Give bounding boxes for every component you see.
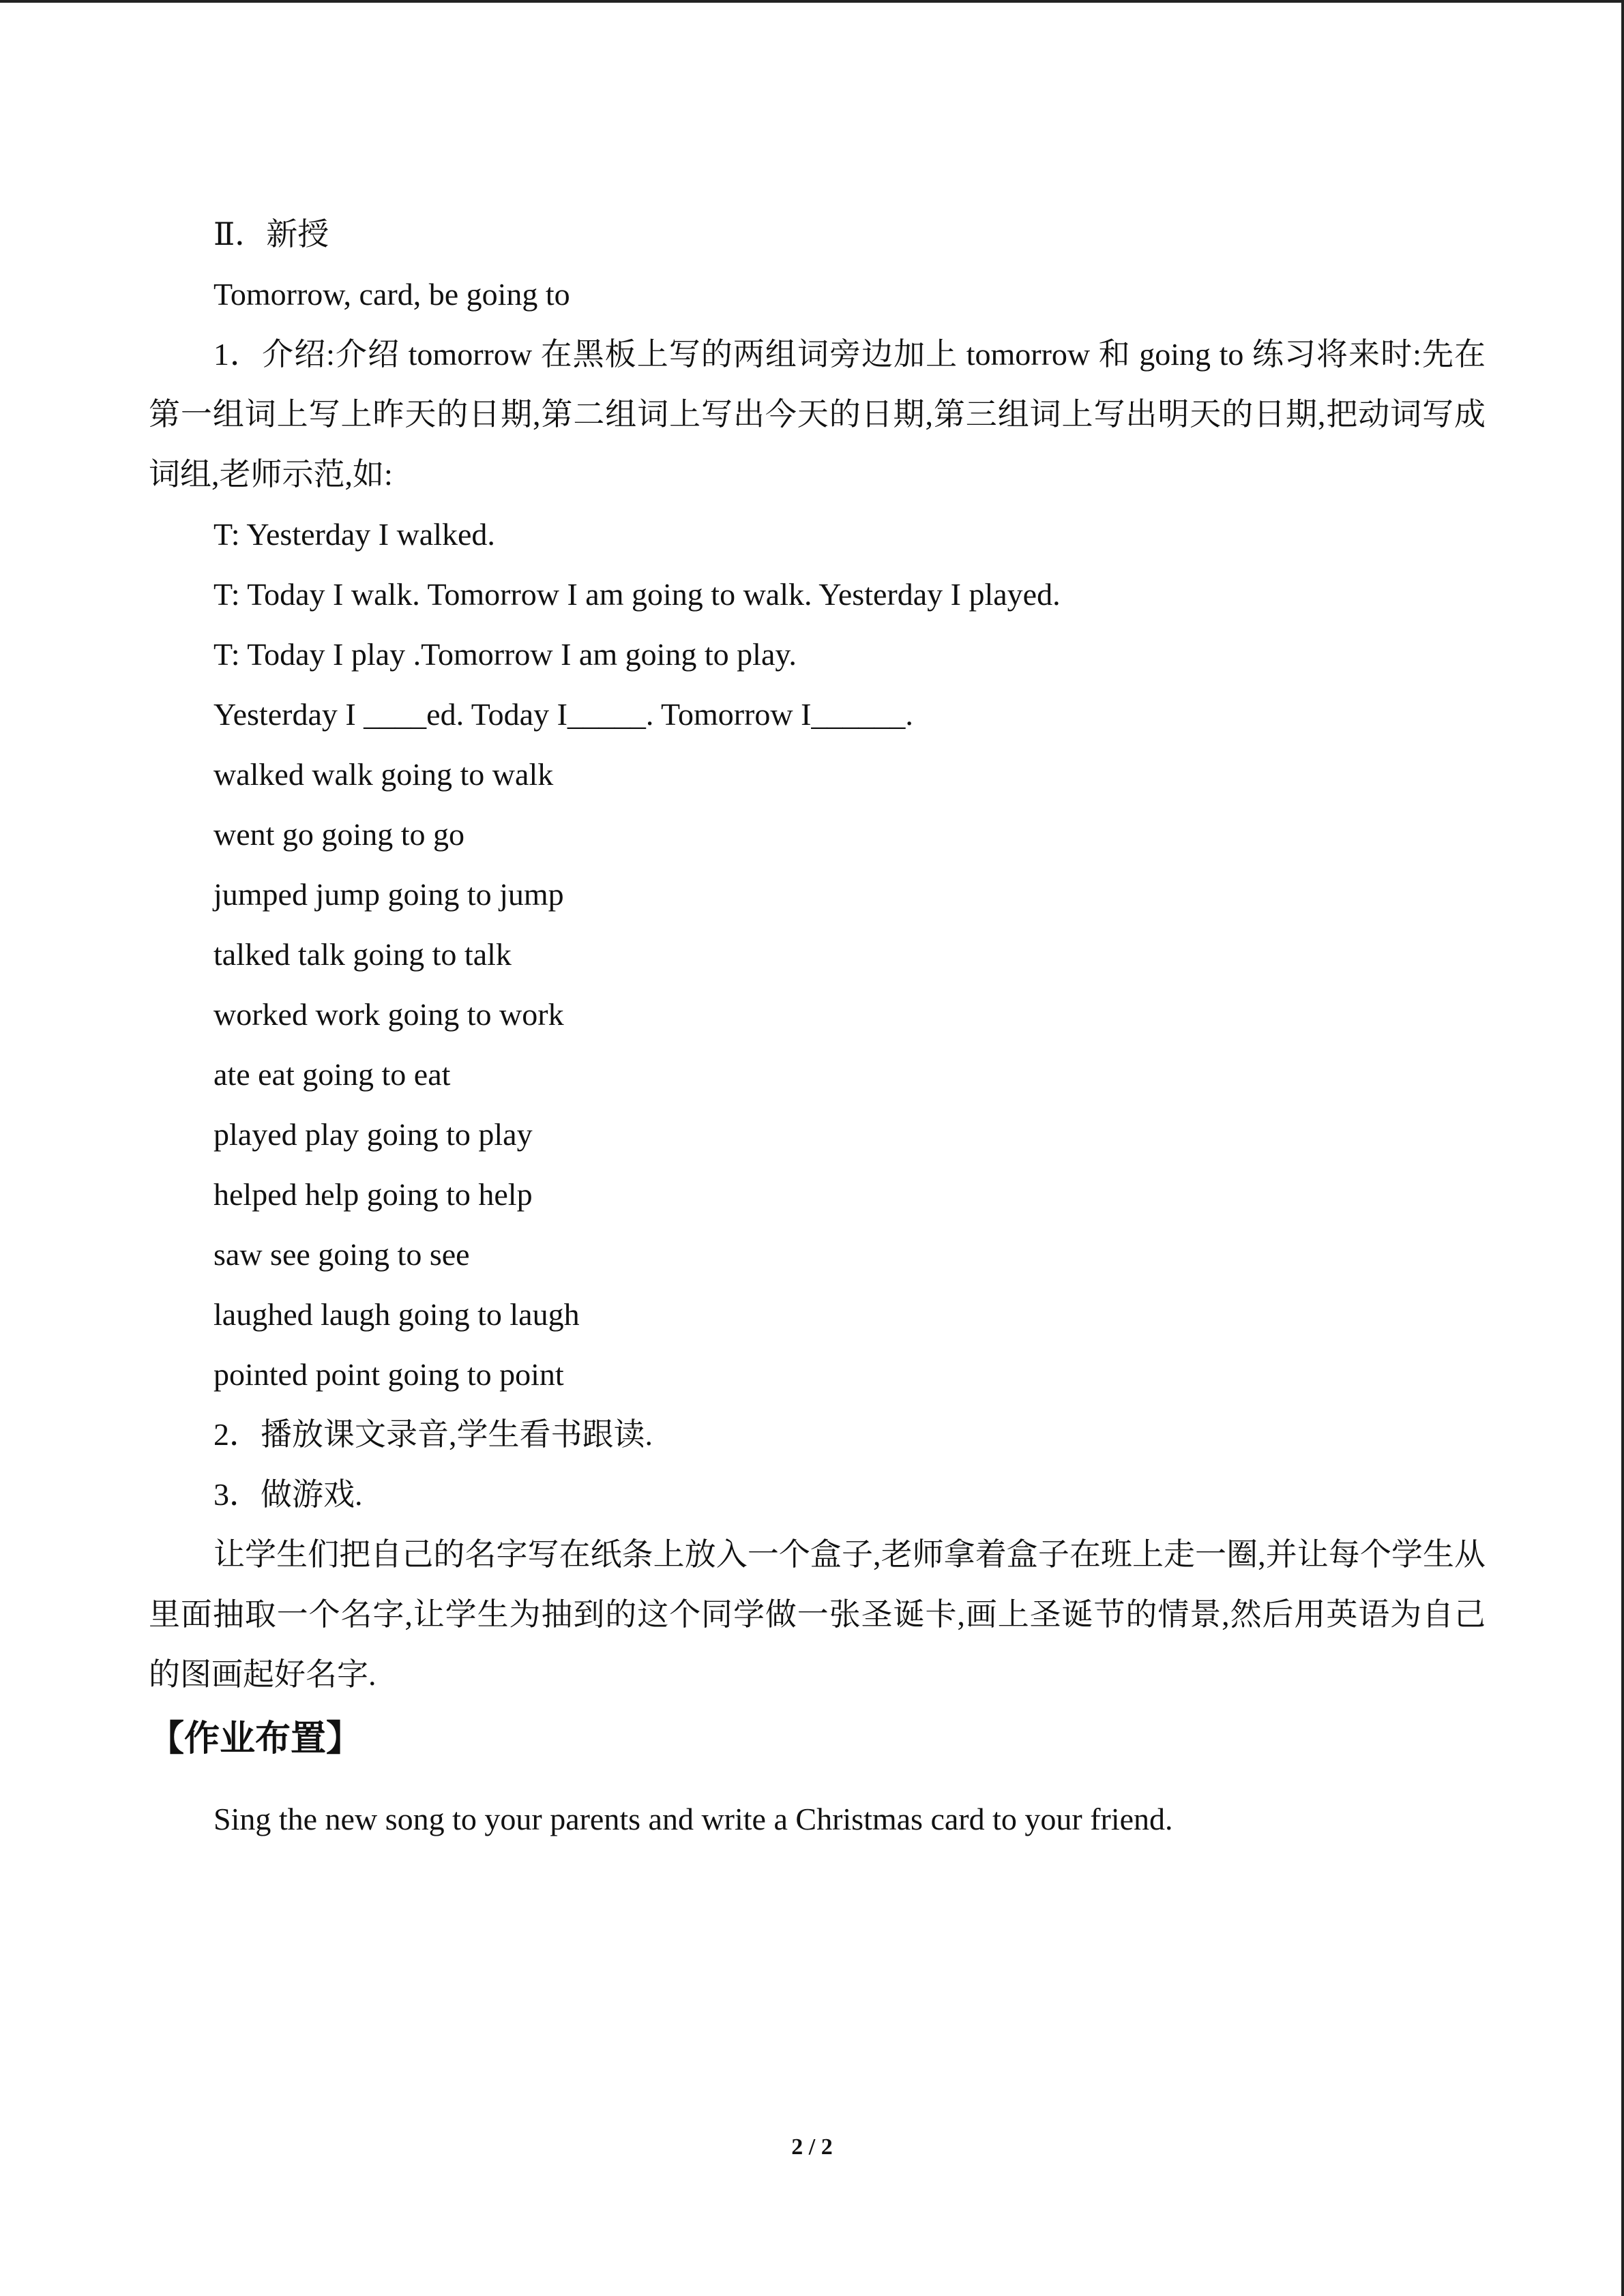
example-line: T: Yesterday I walked. — [213, 517, 495, 552]
word-group-item: ate eat going to eat — [213, 1057, 451, 1092]
word-group-item: jumped jump going to jump — [213, 877, 564, 912]
topic-line: Tomorrow, card, be going to — [213, 277, 570, 312]
example-line: T: Today I play .Tomorrow I am going to play. — [213, 637, 797, 672]
example-line: Yesterday I ____ed. Today I_____. Tomorrow I______. — [213, 697, 913, 732]
word-group-item: walked walk going to walk — [213, 757, 554, 792]
page-number: 2 / 2 — [791, 2134, 833, 2160]
word-group-item: worked work going to work — [213, 997, 564, 1032]
page-top-border — [0, 0, 1624, 3]
word-group-item: saw see going to see — [213, 1237, 470, 1272]
word-group-item: laughed laugh going to laugh — [213, 1297, 580, 1332]
step-3-line: 3．做游戏. — [213, 1477, 363, 1512]
word-group-item: played play going to play — [213, 1117, 533, 1152]
section-heading: Ⅱ．新授 — [213, 217, 329, 252]
word-group-item: pointed point going to point — [213, 1357, 564, 1392]
word-group-item: helped help going to help — [213, 1177, 533, 1212]
homework-heading: 【作业布置】 — [149, 1718, 362, 1759]
homework-text: Sing the new song to your parents and write a Christmas card to your friend. — [213, 1802, 1173, 1836]
word-group-item: talked talk going to talk — [213, 937, 512, 972]
word-group-item: went go going to go — [213, 817, 464, 852]
step-2-line: 2．播放课文录音,学生看书跟读. — [213, 1417, 653, 1452]
game-description-paragraph: 让学生们把自己的名字写在纸条上放入一个盒子,老师拿着盒子在班上走一圈,并让每个学生从里面抽取一个名字,让学生为抽到的这个同学做一张圣诞卡,画上圣诞节的情景,然后用英语为自己的图画起好名字. — [149, 1537, 1486, 1692]
example-line: T: Today I walk. Tomorrow I am going to walk. Yesterday I played. — [213, 577, 1061, 612]
document-body — [149, 205, 1486, 1849]
page-right-border — [1621, 0, 1624, 2296]
word-group-list — [149, 745, 1486, 1405]
step-1-paragraph: 1．介绍:介绍 tomorrow 在黑板上写的两组词旁边加上 tomorrow 和 going to 练习将来时:先在第一组词上写上昨天的日期,第二组词上写出今天的日期,第三组词上写出明天的日期,把动词写成词组,老师示范,如: — [149, 337, 1486, 492]
example-lines — [149, 505, 1486, 745]
